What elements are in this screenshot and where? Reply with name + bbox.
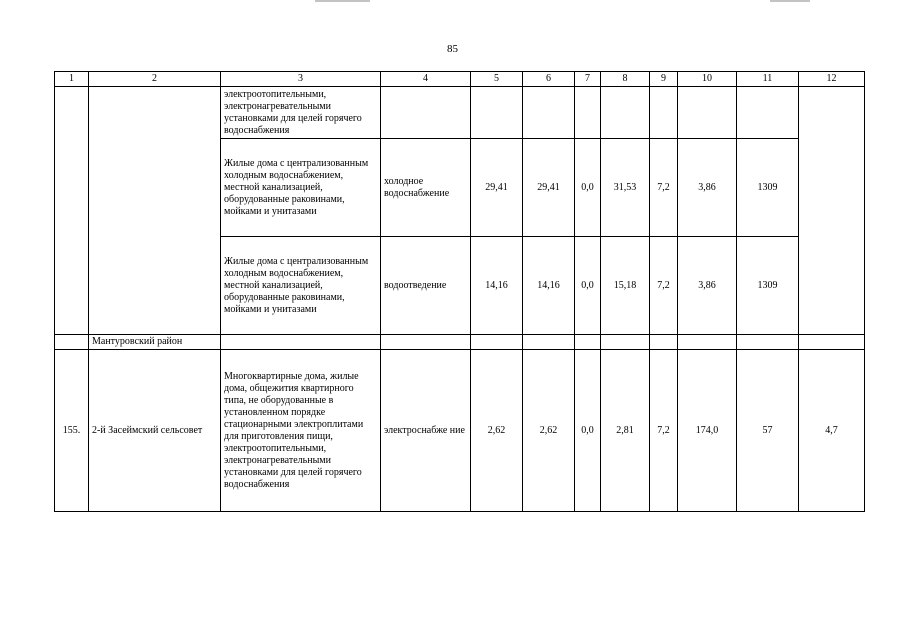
cell-col3: Многоквартирные дома, жилые дома, общежития квартирного типа, не оборудованные в установленном порядке стационарными электроплитами для приготовления пищи, электроотопительными, электронагревательными установками для целей горячего водоснабжения bbox=[221, 350, 381, 512]
cell-col1 bbox=[55, 335, 89, 350]
cell-col4 bbox=[381, 335, 471, 350]
cell-col11: 57 bbox=[737, 350, 799, 512]
header-cell: 7 bbox=[575, 72, 601, 87]
cell-col4: водоотведение bbox=[381, 237, 471, 335]
cell-col6: 2,62 bbox=[523, 350, 575, 512]
header-cell: 5 bbox=[471, 72, 523, 87]
header-cell: 10 bbox=[678, 72, 737, 87]
cell-col5: 2,62 bbox=[471, 350, 523, 512]
cell-col12: 4,7 bbox=[799, 350, 865, 512]
header-cell: 9 bbox=[650, 72, 678, 87]
header-cell: 2 bbox=[89, 72, 221, 87]
cell-col11: 1309 bbox=[737, 237, 799, 335]
header-row bbox=[55, 72, 865, 87]
cell-col5 bbox=[471, 335, 523, 350]
row-number: 155. bbox=[55, 350, 89, 512]
cell-col6 bbox=[523, 335, 575, 350]
cell-col10: 3,86 bbox=[678, 237, 737, 335]
cell-col8 bbox=[601, 335, 650, 350]
cell-col10: 174,0 bbox=[678, 350, 737, 512]
cell-col8 bbox=[601, 87, 650, 139]
cell-col9: 7,2 bbox=[650, 350, 678, 512]
header-cell: 11 bbox=[737, 72, 799, 87]
cell-col8: 15,18 bbox=[601, 237, 650, 335]
table-row bbox=[55, 350, 865, 512]
cell-col9: 7,2 bbox=[650, 237, 678, 335]
cell-col9 bbox=[650, 87, 678, 139]
cell-col8: 2,81 bbox=[601, 350, 650, 512]
scan-artifact bbox=[770, 0, 810, 2]
cell-col4 bbox=[381, 87, 471, 139]
cell-col11 bbox=[737, 335, 799, 350]
data-table bbox=[54, 71, 865, 512]
cell-col5: 14,16 bbox=[471, 237, 523, 335]
header-cell: 4 bbox=[381, 72, 471, 87]
cell-col12 bbox=[799, 87, 865, 335]
cell-col10 bbox=[678, 87, 737, 139]
cell-col11 bbox=[737, 87, 799, 139]
cell-col3: электроотопительными, электронагревательными установками для целей горячего водоснабжения bbox=[221, 87, 381, 139]
cell-col4: электроснабже ние bbox=[381, 350, 471, 512]
cell-col8: 31,53 bbox=[601, 139, 650, 237]
cell-col7: 0,0 bbox=[575, 350, 601, 512]
cell-col10: 3,86 bbox=[678, 139, 737, 237]
cell-col2 bbox=[89, 87, 221, 335]
cell-col10 bbox=[678, 335, 737, 350]
cell-col6: 29,41 bbox=[523, 139, 575, 237]
cell-col5 bbox=[471, 87, 523, 139]
cell-col6 bbox=[523, 87, 575, 139]
table-row bbox=[55, 87, 865, 139]
header-cell: 1 bbox=[55, 72, 89, 87]
header-cell: 8 bbox=[601, 72, 650, 87]
cell-col4: холодное водоснабжение bbox=[381, 139, 471, 237]
cell-col3: Жилые дома с централизованным холодным водоснабжением, местной канализацией, оборудованные раковинами, мойками и унитазами bbox=[221, 237, 381, 335]
cell-col9: 7,2 bbox=[650, 139, 678, 237]
cell-col7: 0,0 bbox=[575, 237, 601, 335]
header-cell: 3 bbox=[221, 72, 381, 87]
cell-col12 bbox=[799, 335, 865, 350]
district-name: Мантуровский район bbox=[89, 335, 221, 350]
cell-col7: 0,0 bbox=[575, 139, 601, 237]
header-cell: 12 bbox=[799, 72, 865, 87]
cell-col5: 29,41 bbox=[471, 139, 523, 237]
cell-col7 bbox=[575, 335, 601, 350]
district-row bbox=[55, 335, 865, 350]
header-cell: 6 bbox=[523, 72, 575, 87]
cell-col6: 14,16 bbox=[523, 237, 575, 335]
page-number: 85 bbox=[447, 43, 458, 55]
settlement-name: 2-й Засеймский сельсовет bbox=[89, 350, 221, 512]
cell-col9 bbox=[650, 335, 678, 350]
scan-artifact bbox=[315, 0, 370, 2]
cell-col3 bbox=[221, 335, 381, 350]
cell-col1 bbox=[55, 87, 89, 335]
cell-col11: 1309 bbox=[737, 139, 799, 237]
cell-col3: Жилые дома с централизованным холодным водоснабжением, местной канализацией, оборудованные раковинами, мойками и унитазами bbox=[221, 139, 381, 237]
cell-col7 bbox=[575, 87, 601, 139]
